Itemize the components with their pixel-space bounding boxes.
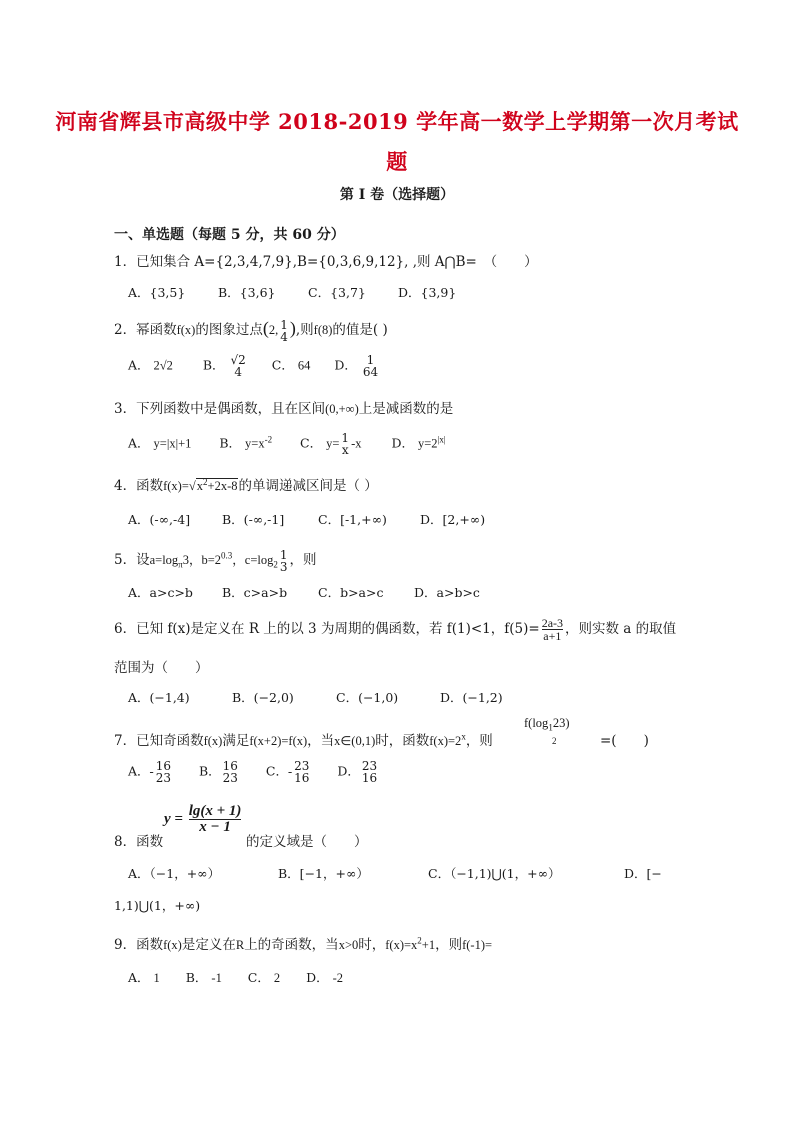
q8-option-d: D．[−	[624, 866, 662, 881]
q8-option-d-cont: 1,1)⋃(1，+∞)	[114, 898, 201, 913]
q3-options: A． y=|x|+1 B． $y=x^{-2}$ C． y= 1 x -x D． $y=2^{|x|}$	[128, 431, 446, 457]
title-line-1: 河南省辉县市高级中学 2018-2019 学年高一数学上学期第一次月考试	[55, 109, 739, 134]
question-3: 3．下列函数中是偶函数，且在区间(0,+∞)上是减函数的是	[114, 401, 454, 417]
q4-option-d: D．[2,+∞)	[420, 512, 486, 527]
q6-option-a: A．(−1,4)	[128, 690, 190, 705]
question-4: 4．函数$f(x)=√x^2+2x-8$的单调递减区间是（ ）	[114, 476, 378, 494]
q4-option-c: C．[-1,+∞)	[318, 512, 387, 527]
q8-formula: y = $\frac{\lg(x + 1)}{x - 1}$	[164, 803, 242, 835]
question-5: 5．设$a=\log_\pi 3$，$b=2^{0.3}$，$c=\log_2$ 1 3 ，则	[114, 547, 317, 574]
q5-option-a: A．a>c>b	[128, 585, 193, 600]
q1-option-c: C．{3,7}	[308, 285, 366, 300]
q9-options: A． 1 B． -1 C． 2 D． -2	[128, 970, 344, 985]
question-9: 9．函数f(x)是定义在R上的奇函数，当x>0时，$f(x)=x^2+1$，则f(-1)=	[114, 935, 493, 953]
q1-option-a: A．{3,5}	[128, 285, 186, 300]
q8-option-b: B．[−1，+∞）	[278, 866, 369, 881]
q4-option-a: A．(-∞,-4]	[128, 512, 191, 527]
q5-option-d: D．a>b>c	[414, 585, 480, 600]
q7-end: =( )	[600, 733, 649, 749]
q1-option-d: D．{3,9}	[398, 285, 457, 300]
q5-option-c: C．b>a>c	[318, 585, 384, 600]
q1-option-b: B．{3,6}	[218, 285, 276, 300]
q7-target-expression: $f(\log_123)$	[524, 716, 570, 733]
q5-option-b: B．c>a>b	[222, 585, 288, 600]
q6-option-c: C．(−1,0)	[336, 690, 399, 705]
question-1: 1．已知集合 A={2,3,4,7,9},B={0,3,6,9,12}, ,则 A⋂B= （ ）	[114, 254, 538, 270]
section-heading: 一、单选题（每题 5 分，共 60 分）	[114, 227, 345, 243]
subtitle: 第 I 卷（选择题）	[339, 187, 455, 203]
q4-option-b: B．(-∞,-1]	[222, 512, 285, 527]
q2-options: A． 2√2 B． √2 4 C． 64 D． 1 64	[128, 353, 379, 379]
q6-option-b: B．(−2,0)	[232, 690, 294, 705]
question-8-suffix: 的定义域是（ ）	[246, 834, 368, 850]
q7-target-base: 2	[552, 736, 557, 746]
q8-option-a: A．（−1，+∞）	[128, 866, 221, 881]
title-line-2: 题	[386, 149, 408, 174]
question-7: 7．已知奇函数f(x)满足f(x+2)=f(x)，当x∈(0,1)时，函数$f(x)=2^x$，则	[114, 731, 493, 749]
question-6-line-2: 范围为（ ）	[114, 660, 209, 676]
q6-option-d: D．(−1,2)	[440, 690, 503, 705]
question-8-label: 8．函数	[114, 834, 164, 850]
question-6: 6．已知 f(x)是定义在 R 上的以 3 为周期的偶函数，若 f(1)<1，f(5)= $\frac{2a-3}{a+1}$ ，则实数 a 的取值	[114, 616, 677, 643]
q7-options: A．- 16 23 B． 16 23 C．- 23 16 D． 23 16	[128, 759, 378, 785]
question-2: 2．幂函数f(x)的图象过点(2, 1 4 ),则f(8)的值是( )	[114, 317, 388, 344]
q8-option-c: C．（−1,1)⋃(1，+∞）	[428, 866, 561, 881]
